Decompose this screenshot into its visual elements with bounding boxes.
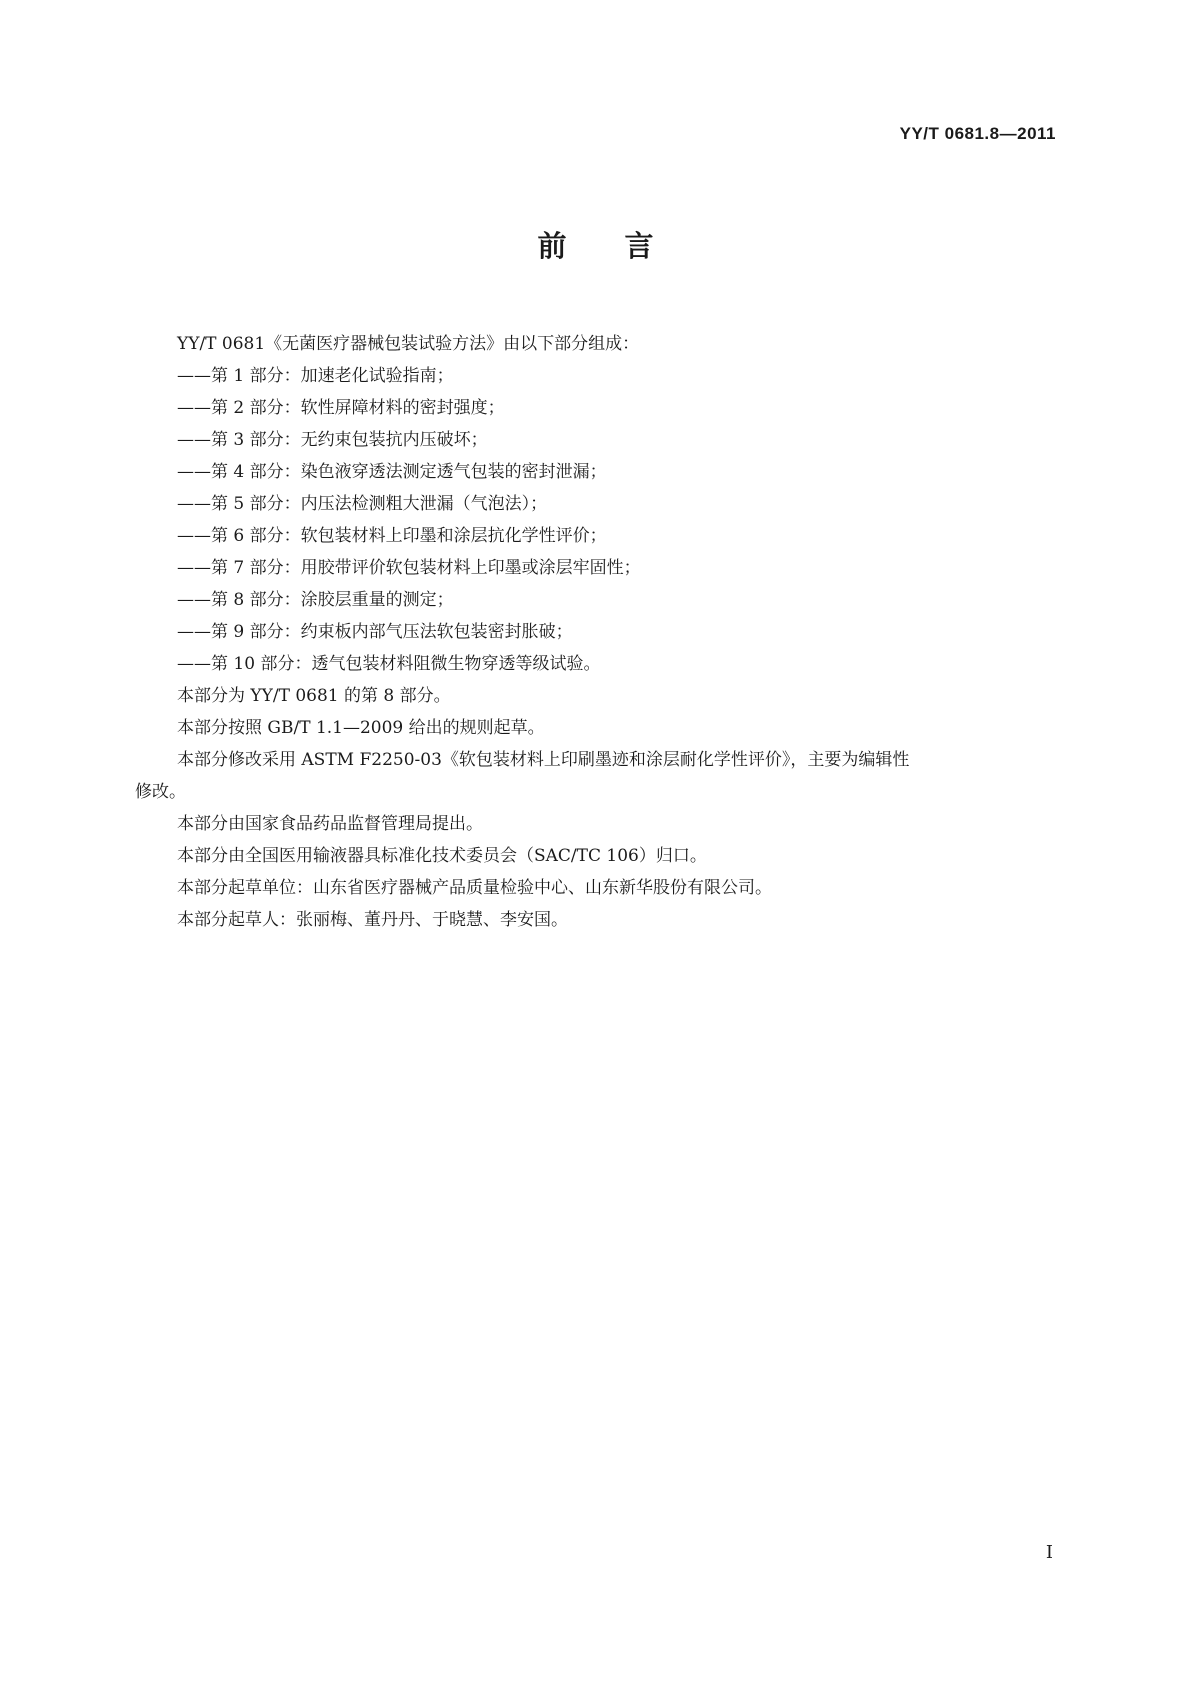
- proposed-by-statement: 本部分由国家食品药品监督管理局提出。: [177, 814, 483, 834]
- part-list-item: ——第 3 部分：无约束包装抗内压破坏；: [177, 430, 488, 450]
- part-list-item: ——第 1 部分：加速老化试验指南；: [177, 366, 454, 386]
- intro-paragraph: YY/T 0681《无菌医疗器械包装试验方法》由以下部分组成：: [177, 334, 640, 354]
- drafters-statement: 本部分起草人：张丽梅、董丹丹、于晓慧、李安国。: [177, 910, 568, 930]
- drafting-units-statement: 本部分起草单位：山东省医疗器械产品质量检验中心、山东新华股份有限公司。: [177, 878, 772, 898]
- part-list-item: ——第 9 部分：约束板内部气压法软包装密封胀破；: [177, 622, 573, 642]
- this-part-statement: 本部分为 YY/T 0681 的第 8 部分。: [177, 686, 451, 706]
- page-title: 前言: [537, 229, 712, 263]
- drafting-rules-statement: 本部分按照 GB/T 1.1—2009 给出的规则起草。: [177, 718, 545, 738]
- part-list-item: ——第 4 部分：染色液穿透法测定透气包装的密封泄漏；: [177, 462, 607, 482]
- adoption-statement: [135, 744, 1059, 808]
- part-list-item: ——第 6 部分：软包装材料上印墨和涂层抗化学性评价；: [177, 526, 607, 546]
- part-list-item: ——第 2 部分：软性屏障材料的密封强度；: [177, 398, 505, 418]
- adoption-statement-line2: 修改。: [135, 782, 186, 802]
- managed-by-statement: 本部分由全国医用输液器具标准化技术委员会（SAC/TC 106）归口。: [177, 846, 707, 866]
- part-list-item: ——第 10 部分：透气包装材料阻微生物穿透等级试验。: [177, 654, 601, 674]
- part-list-item: ——第 8 部分：涂胶层重量的测定；: [177, 590, 454, 610]
- part-list-item: ——第 7 部分：用胶带评价软包装材料上印墨或涂层牢固性；: [177, 558, 641, 578]
- page-number: I: [1045, 1542, 1053, 1563]
- adoption-statement-line1: 本部分修改采用 ASTM F2250-03《软包装材料上印刷墨迹和涂层耐化学性评价》，主要为编辑性: [177, 750, 910, 770]
- part-list-item: ——第 5 部分：内压法检测粗大泄漏（气泡法）；: [177, 494, 548, 514]
- foreword-body: [135, 328, 1059, 936]
- standard-code: YY/T 0681.8—2011: [899, 124, 1056, 143]
